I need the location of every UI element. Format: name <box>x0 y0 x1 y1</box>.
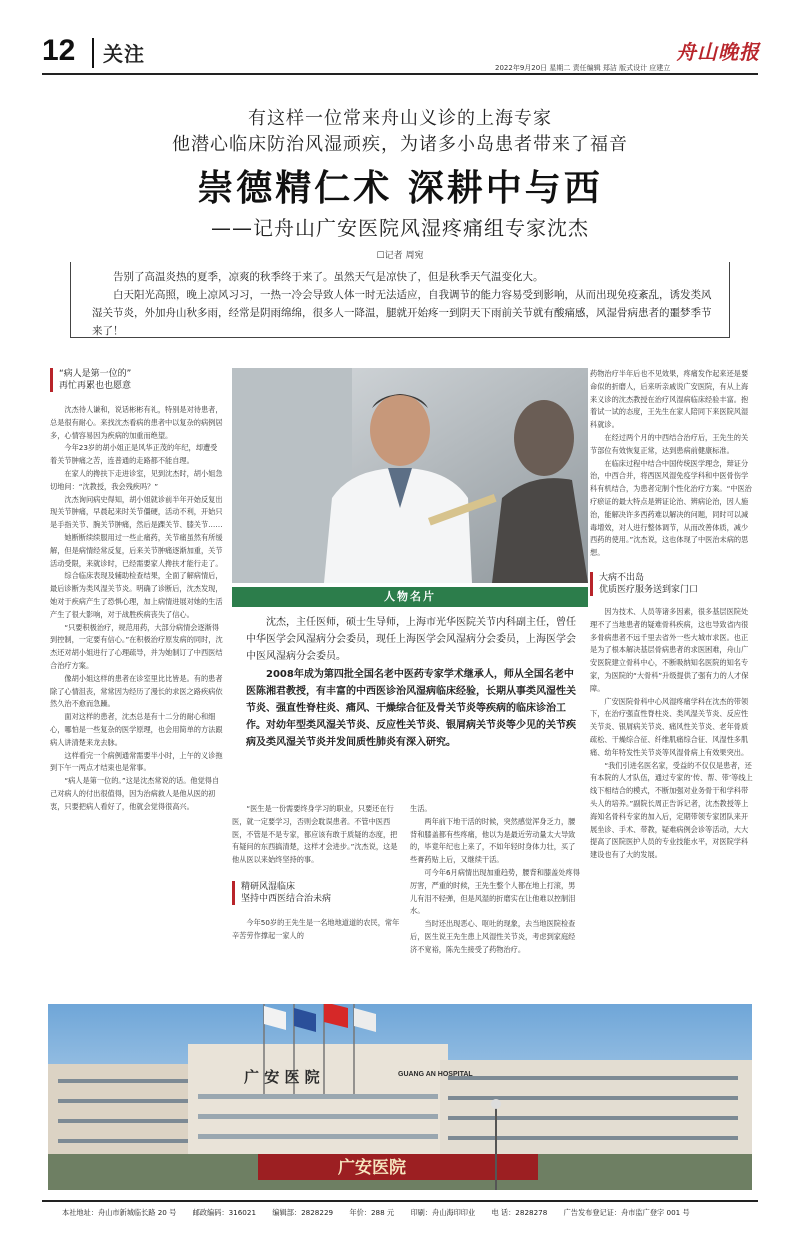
paragraph: 她断断续续服用过一些止痛药，关节痛虽然有所缓解，但是病情经常反复，后来关节肿痛逐渐加重，关节活动受限，来就诊时，已经需要家人搀扶才能行走了。 <box>50 532 223 568</box>
paragraph: 今年23岁的胡小姐正是风华正茂的年纪，却遭受着关节肿痛之苦，连普通的走路都不能自理。 <box>50 443 218 466</box>
mid-right-column <box>410 803 582 957</box>
footer-editorial: 编辑部：2828229 <box>272 1208 334 1217</box>
profile-paragraph: 沈杰，主任医师，硕士生导师，上海市光华医院关节内科副主任，曾任中华医学会风湿病分会委员，现任上海医学会风湿病分会委员，上海医学会中医风湿病分会委员。 <box>246 617 576 663</box>
paragraph: 在经过两个月的中西结合治疗后，王先生的关节部位有效恢复正常，达到患病前健康标准。 <box>590 432 749 455</box>
paragraph: 像胡小姐这样的患者在诊室里比比皆是。有的患者除了心情沮丧，常常因为经历了漫长的求医之路疾病依然久治不愈而急躁。 <box>50 673 223 709</box>
hospital-illustration <box>48 1004 752 1190</box>
paragraph: 面对这样的患者，沈杰总是有十二分的耐心和细心，哪怕是一些复杂的医学原理，也会用简单的方法跟病人讲清楚来龙去脉。 <box>50 712 223 747</box>
hospital-gate-sign: 广安医院 <box>338 1158 406 1178</box>
hospital-sign-en-top: GUANG AN HOSPITAL <box>398 1071 473 1078</box>
subhead-line: 再忙再累也也愿意 <box>59 381 132 391</box>
hospital-sign-top: 广 安 医 院 <box>244 1068 320 1086</box>
lead-paragraph: 告别了高温炎热的夏季，凉爽的秋季终于来了。虽然天气是凉快了，但是秋季天气温变化大。 <box>113 271 544 283</box>
section-title: 关注 <box>103 42 145 66</box>
paragraph: 生活。 <box>410 804 432 813</box>
mid-left-column <box>232 803 400 943</box>
hospital-building-photo <box>48 1004 752 1190</box>
masthead-divider <box>92 38 94 68</box>
doctor-photo-illustration <box>232 368 588 583</box>
left-column <box>50 368 224 814</box>
paragraph: 当时还出现恶心、呕吐的现象，去当地医院检查后，医生说王先生患上风湿性关节炎，考虑到家庭经济不宽裕，陈先生接受了药物治疗。 <box>410 919 576 954</box>
kicker-line-1: 有这样一位常来舟山义诊的上海专家 <box>248 108 552 129</box>
paragraph: 在家人的搀扶下走进诊室，见到沈杰时，胡小姐急切地问：“沈教授，我会残疾吗？” <box>50 468 223 491</box>
profile-text <box>246 614 582 752</box>
paragraph: 因为技术、人员等诸多因素，很多基层医院处理不了当地患者的疑难骨科疾病，这也导致省内很多骨病患者不远千里去省外一些大城市求医。也正是为了根本解决基层骨病患者的求医困难，舟山广安医院建立骨科中心，不断吸纳知名医院的知名专家，为医院的“大骨科”升级提供了强有力的人才保障。 <box>590 606 749 693</box>
footer-phone: 电 话：2828278 <box>491 1208 548 1217</box>
right-subhead <box>590 572 754 596</box>
footer <box>62 1208 690 1218</box>
subhead-line: 精研风湿临床 <box>241 881 296 892</box>
profile-caption: 人物名片 <box>232 587 588 607</box>
newspaper-logo: 舟山晚报 <box>676 40 760 64</box>
subhead-line: “病人是第一位的” <box>59 369 132 379</box>
paragraph: “医生是一份需要终身学习的职业，只要还在行医，就一定要学习，否则会耽误患者。不管中医西医，不管是不是专家，都应该有敢于质疑的态度，把有疑问的东西搞清楚，这样才会进步。”沈杰说，这是他从医以来始终坚持的事。 <box>232 804 398 865</box>
footer-address: 本社地址：舟山市新城临长路 20 号 <box>62 1208 177 1217</box>
doctor-consultation-photo <box>232 368 588 583</box>
footer-printer: 印刷：舟山海印印业 <box>410 1208 476 1217</box>
paragraph: 在临床过程中结合中国传统医学理念，辩证分治，中西合并，将西医风湿免疫学科和中医骨伤学科有机结合，为患者定制个性化治疗方案。“中医治疗瘀证的最大特点是辨证论治、辨病论治，因人施治，能解决许多西药难以解决的问题，同时可以减毒增效，对人进行整体调节，从而改善体质，减少西药的使用。”沈杰说，这也体现了中医治未病的思想。 <box>590 458 752 558</box>
subtitle: ——记舟山广安医院风湿疼痛组专家沈杰 <box>211 216 589 240</box>
paragraph: 两年前下地干活的时候，突然感觉浑身乏力，腰背和膝盖都有些疼痛，他以为是最近劳动量太大导致的，毕竟年纪也上来了，不如年轻时身体力壮，买了些膏药贴上后，又继续干活。 <box>410 816 576 865</box>
paragraph: 沈杰待人谦和，说话彬彬有礼，特别是对待患者，总是很有耐心。来找沈杰看病的患者中以复杂的病例居多，心情容易因为疾病的加重而绝望。 <box>50 405 223 440</box>
byline: ☐记者 周宛 <box>376 251 424 261</box>
paragraph: 广安医院骨科中心风湿疼痛学科在沈杰的带领下，在治疗强直性脊柱炎、类风湿关节炎、反应性关节炎、银屑病关节炎、痛风性关节炎、老年骨质疏松、干燥综合征、纤维肌痛综合征、风湿性多肌痛、幼年特发性关节炎等风湿骨病上有效果突出。 <box>590 696 749 757</box>
lead-text <box>92 268 716 340</box>
footer-price: 年价：288 元 <box>349 1208 395 1217</box>
right-column <box>590 368 754 862</box>
paragraph: 可今年6月病情出现加重趋势，腰背和膝盖处疼得厉害，严重的时候，王先生整个人都在地上打滚，男儿有泪不轻弹，但是风湿的折磨实在让他难以控制泪水。 <box>410 867 580 916</box>
footer-postcode: 邮政编码：316021 <box>192 1208 257 1217</box>
profile-paragraph: 2008年成为第四批全国名老中医药专家学术继承人，师从全国名老中医陈湘君教授，有丰富的中西医诊治风湿病临床经验，长期从事类风湿性关节炎、强直性脊柱炎、痛风、干燥综合征及骨关节炎等疾病的临床诊治工作。对幼年型类风湿关节炎、反应性关节炎、银屑病关节炎等少见的关节疾病及类风湿关节炎并发间质性肺炎有深入研究。 <box>246 668 576 749</box>
lead-paragraph: 白天阳光高照，晚上凉风习习，一热一冷会导致人体一时无法适应，自我调节的能力容易受到影响，从而出现免疫紊乱，诱发类风湿关节炎，外加舟山秋多雨，经常是阴雨绵绵，很多人一降温，腿就开始疼一到阴天下雨前关节就有酸痛感，风湿骨病患者的噩梦季节来了！ <box>92 289 712 337</box>
subhead-line: 坚持中西医结合治未病 <box>241 893 332 904</box>
bottom-rule <box>42 1200 758 1202</box>
paragraph: 这样看完一个病例通常需要半小时，上午的义诊拖到下午一两点才结束也是常事。 <box>50 750 223 773</box>
main-title: 崇德精仁术 深耕中与西 <box>197 167 603 209</box>
paragraph: 今年50岁的王先生是一名地地道道的农民，常年辛苦劳作撑起一家人的 <box>232 917 400 940</box>
paragraph: 药物治疗半年后也不见效果，疼痛发作起来还是要命似的折磨人，后来听亲戚说广安医院，有从上海来义诊的沈杰教授在治疗风湿病临床经验丰富。抱着试一试的态度，王先生在家人陪同下来医院风湿科就诊。 <box>590 369 749 430</box>
subhead-line: 大病不出岛 <box>599 572 645 583</box>
left-subhead <box>50 368 224 392</box>
paragraph: “我们引进名医名家，受益的不仅仅是患者，还有本院的人才队伍，通过专家的‘传、帮、带’等线上线下相结合的模式，不断加强对业务骨干和学科带头人的培养。”副院长周正告诉记者，沈杰教授等上海知名骨科专家的加入后，定期带领专家团队来开展坐诊、手术、带教，疑难病例会诊等活动，大大提高了医院医护人员的专业技能水平，对医院学科建设也有了大的发展。 <box>590 760 753 860</box>
paragraph: “只要积极治疗，规范用药，大部分病情会逐渐得到控制，一定要有信心。”在积极治疗原发病的同时，沈杰还对胡小姐进行了心理疏导，并为她制订了中西医结合治疗方案。 <box>50 622 223 670</box>
paragraph: “病人是第一位的。”这是沈杰常说的话。他觉得自己对病人的付出很值得，因为治病救人是他从医的初衷，只要把病人看好了，他就会觉得很高兴。 <box>50 776 220 811</box>
subhead-line: 优质医疗服务送到家门口 <box>599 584 699 595</box>
kicker-line-2: 他潜心临床防治风湿顽疾，为诸多小岛患者带来了福音 <box>172 134 628 155</box>
page-number: 12 <box>42 34 76 67</box>
dateline: 2022年9月20日 星期二 责任编辑 郑洁 版式设计 应建立 <box>495 64 671 72</box>
top-rule <box>42 73 758 75</box>
paragraph: 综合临床表现及辅助检查结果，全面了解病情后，最后诊断为类风湿关节炎。明确了诊断后，沈杰发现，她对于疾病产生了恐惧心理，加上病情进展对她的生活产生了很大影响，对于战胜疾病丧失了信心。 <box>50 571 223 619</box>
footer-ad-license: 广告发布登记证：舟市监广登字 001 号 <box>563 1208 690 1217</box>
paragraph: 沈杰询问病史得知，胡小姐就诊前半年开始反复出现关节肿痛，早晨起来时关节僵硬，活动不利，开始只是手指关节、腕关节肿痛，然后是踝关节、膝关节…… <box>50 494 223 530</box>
mid-subhead <box>232 881 400 905</box>
